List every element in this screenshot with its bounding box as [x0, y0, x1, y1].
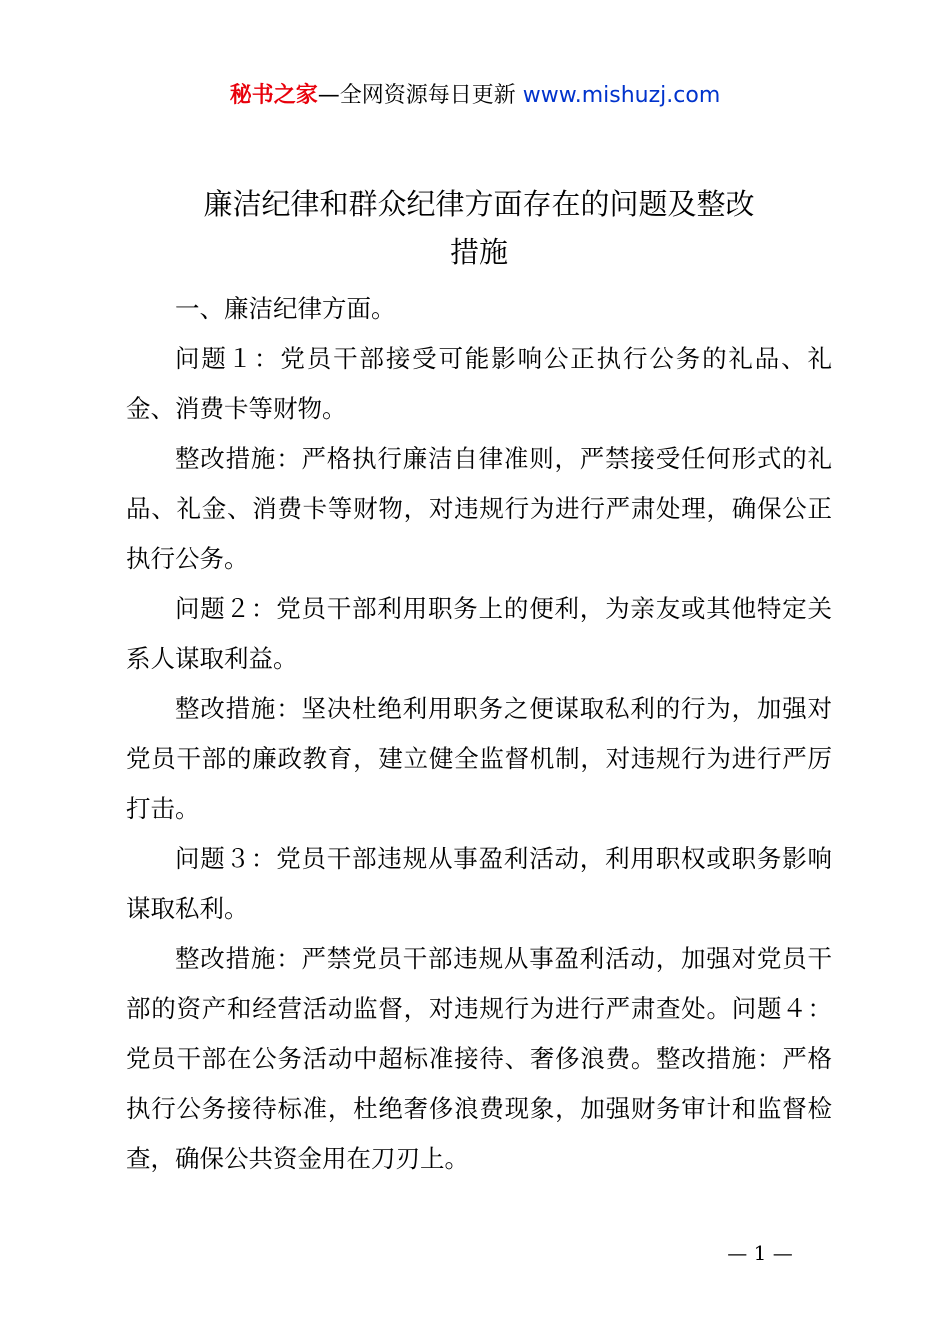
- measure-3-and-problem-4: 整改措施：严禁党员干部违规从事盈利活动，加强对党员干部的资产和经营活动监督，对违规行为进行严肃查处。问题４：党员干部在公务活动中超标准接待、奢侈浪费。整改措施：严格执行公务接待标准，杜绝奢侈浪费现象，加强财务审计和监督检查，确保公共资金用在刀刃上。: [126, 944, 832, 1173]
- section-heading: 一、廉洁纪律方面。: [175, 294, 396, 323]
- problem-3: 问题３：党员干部违规从事盈利活动，利用职权或职务影响谋取私利。: [126, 844, 832, 923]
- site-url-link[interactable]: www.mishuzj.com: [522, 83, 721, 108]
- document-body: [126, 284, 832, 1184]
- problem-2: 问题２：党员干部利用职务上的便利，为亲友或其他特定关系人谋取利益。: [126, 594, 832, 673]
- document-title-line-2: 措施: [449, 235, 508, 269]
- site-header: [0, 80, 950, 112]
- problem-1: 问题１：党员干部接受可能影响公正执行公务的礼品、礼金、消费卡等财物。: [126, 344, 832, 423]
- measure-1: 整改措施：严格执行廉洁自律准则，严禁接受任何形式的礼品、礼金、消费卡等财物，对违规行为进行严肃处理，确保公正执行公务。: [126, 444, 832, 573]
- document-title: [126, 180, 832, 276]
- page-number: — 1 —: [727, 1241, 793, 1265]
- document-title-line-1: 廉洁纪律和群众纪律方面存在的问题及整改: [203, 187, 755, 221]
- site-tagline: —全网资源每日更新: [317, 83, 516, 108]
- measure-2: 整改措施：坚决杜绝利用职务之便谋取私利的行为，加强对党员干部的廉政教育，建立健全监督机制，对违规行为进行严厉打击。: [126, 694, 832, 823]
- site-brand: 秘书之家: [229, 83, 318, 108]
